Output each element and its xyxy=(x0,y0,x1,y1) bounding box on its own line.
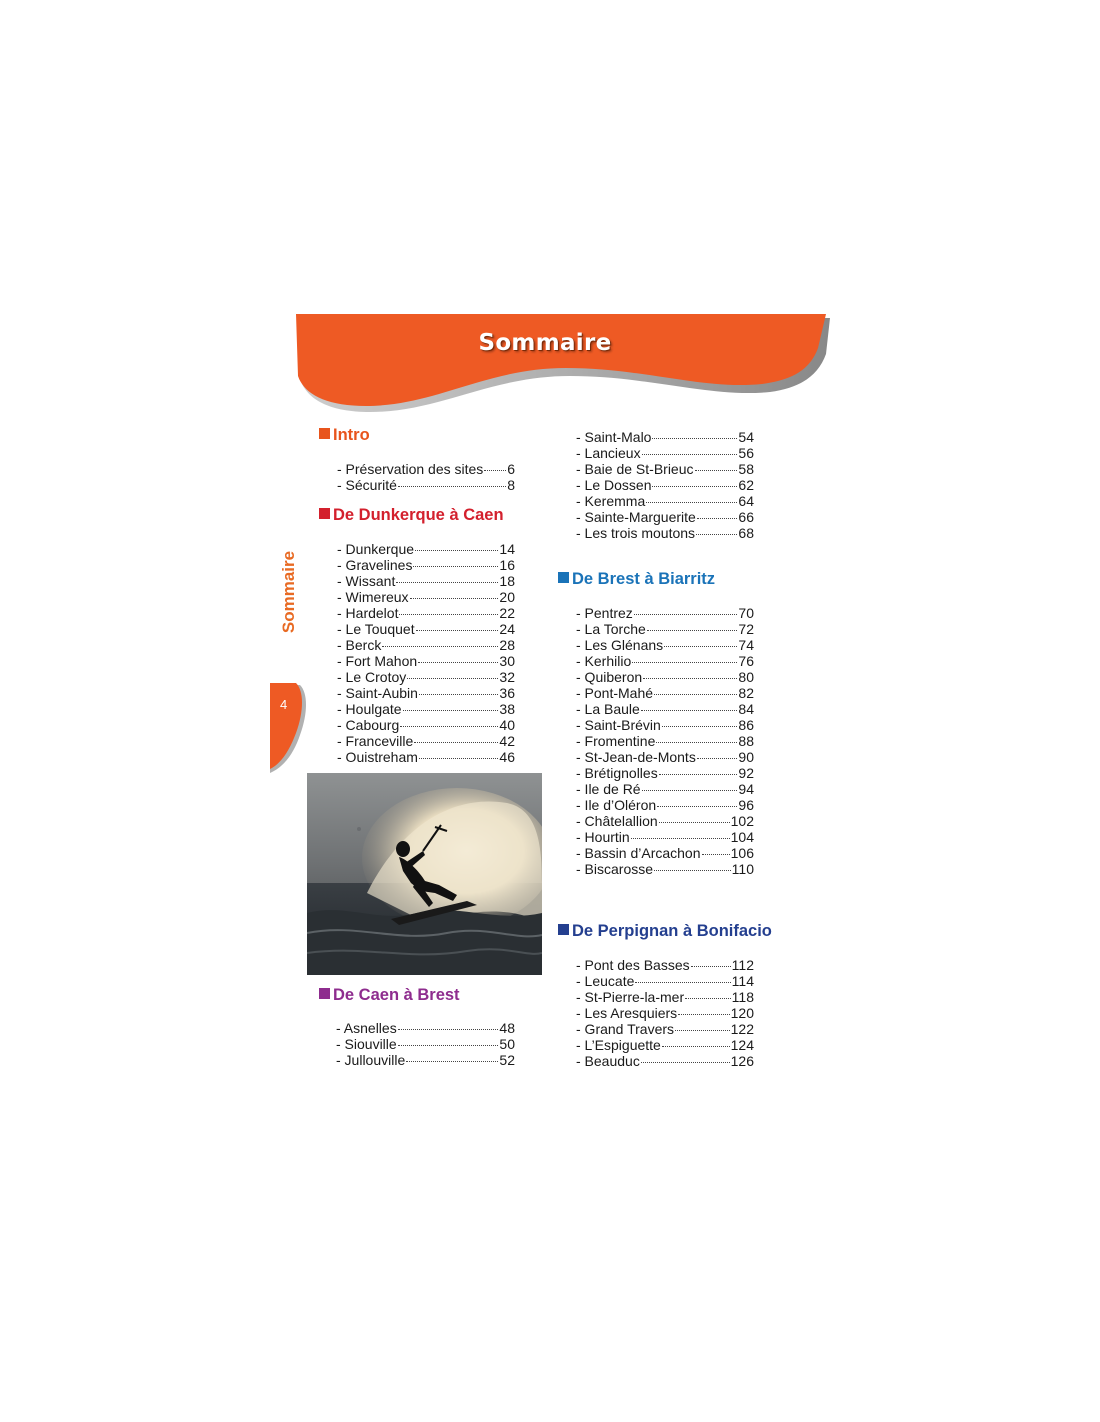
leader-dots xyxy=(697,758,738,759)
toc-entry-label: - Quiberon xyxy=(576,669,643,685)
toc-entry[interactable] xyxy=(337,685,515,701)
list-perpignan-bonifacio xyxy=(576,957,754,1069)
section-title-text: Intro xyxy=(333,426,370,444)
toc-entry-page: 70 xyxy=(738,605,754,621)
leader-dots xyxy=(396,582,498,583)
toc-entry-page: 94 xyxy=(738,781,754,797)
toc-entry-page: 88 xyxy=(738,733,754,749)
leader-dots xyxy=(657,806,737,807)
leader-dots xyxy=(635,982,730,983)
toc-entry-label: - Le Touquet xyxy=(337,621,415,637)
toc-entry-page: 114 xyxy=(731,973,754,989)
toc-entry-page: 64 xyxy=(738,493,754,509)
section-title-brest-biarritz xyxy=(558,570,715,589)
toc-entry-page: 68 xyxy=(738,525,754,541)
toc-entry-label: - Saint-Brévin xyxy=(576,717,661,733)
toc-entry-page: 54 xyxy=(738,429,754,445)
leader-dots xyxy=(631,838,730,839)
leader-dots xyxy=(675,1030,730,1031)
toc-entry-page: 86 xyxy=(738,717,754,733)
toc-entry[interactable] xyxy=(576,637,754,653)
toc-entry[interactable] xyxy=(337,477,515,493)
toc-entry-page: 110 xyxy=(731,861,754,877)
toc-entry[interactable] xyxy=(576,525,754,541)
toc-entry-page: 36 xyxy=(499,685,515,701)
toc-entry-label: - Pentrez xyxy=(576,605,633,621)
toc-entry[interactable] xyxy=(576,1021,754,1037)
leader-dots xyxy=(416,630,499,631)
leader-dots xyxy=(643,678,737,679)
leader-dots xyxy=(659,774,738,775)
toc-entry[interactable] xyxy=(576,989,754,1005)
toc-entry[interactable] xyxy=(337,589,515,605)
toc-entry[interactable] xyxy=(576,493,754,509)
leader-dots xyxy=(662,726,738,727)
section-title-intro xyxy=(319,426,370,445)
leader-dots xyxy=(642,454,738,455)
toc-entry[interactable] xyxy=(576,717,754,733)
toc-entry-label: - Grand Travers xyxy=(576,1021,675,1037)
toc-entry[interactable] xyxy=(576,701,754,717)
toc-entry-label: - Biscarosse xyxy=(576,861,654,877)
leader-dots xyxy=(696,534,737,535)
toc-entry-page: 50 xyxy=(499,1036,515,1052)
toc-entry-page: 106 xyxy=(730,845,754,861)
toc-entry[interactable] xyxy=(337,701,515,717)
toc-entry-page: 16 xyxy=(499,557,515,573)
toc-entry-page: 104 xyxy=(730,829,754,845)
page-number: 4 xyxy=(280,697,288,712)
leader-dots xyxy=(691,966,731,967)
toc-entry-page: 40 xyxy=(499,717,515,733)
toc-entry[interactable] xyxy=(576,1053,754,1069)
toc-entry[interactable] xyxy=(337,653,515,669)
toc-entry-label: - Kerhilio xyxy=(576,653,632,669)
toc-entry-page: 48 xyxy=(499,1020,515,1036)
toc-entry-page: 18 xyxy=(499,573,515,589)
sidebar-label: Sommaire xyxy=(279,550,298,634)
toc-entry[interactable] xyxy=(337,749,515,765)
toc-entry-label: - Châtelallion xyxy=(576,813,658,829)
toc-entry[interactable] xyxy=(337,557,515,573)
leader-dots xyxy=(382,646,498,647)
leader-dots xyxy=(656,742,737,743)
toc-entry-page: 122 xyxy=(730,1021,754,1037)
toc-entry-label: - Ile de Ré xyxy=(576,781,641,797)
section-title-text: De Perpignan à Bonifacio xyxy=(572,922,772,940)
toc-entry-page: 62 xyxy=(738,477,754,493)
toc-entry-label: - Siouville xyxy=(336,1036,397,1052)
toc-entry-label: - Fort Mahon xyxy=(337,653,418,669)
toc-entry[interactable] xyxy=(337,717,515,733)
toc-entry[interactable] xyxy=(337,733,515,749)
toc-entry[interactable] xyxy=(576,429,754,445)
leader-dots xyxy=(413,566,498,567)
toc-entry-label: - Le Crotoy xyxy=(337,669,407,685)
toc-entry[interactable] xyxy=(337,637,515,653)
toc-entry-page: 22 xyxy=(499,605,515,621)
leader-dots xyxy=(662,1046,730,1047)
toc-entry-label: - Gravelines xyxy=(337,557,413,573)
toc-entry-page: 80 xyxy=(738,669,754,685)
list-dunkerque-caen xyxy=(337,541,515,765)
toc-entry[interactable] xyxy=(576,813,754,829)
toc-entry-page: 82 xyxy=(738,685,754,701)
toc-entry-label: - Jullouville xyxy=(336,1052,406,1068)
toc-entry[interactable] xyxy=(576,957,754,973)
leader-dots xyxy=(407,678,498,679)
list-brest-biarritz xyxy=(576,605,754,877)
header-banner xyxy=(270,314,830,414)
section-bullet xyxy=(319,508,330,519)
toc-entry-label: - Dunkerque xyxy=(337,541,415,557)
toc-entry-label: - La Baule xyxy=(576,701,640,717)
toc-entry-label: - Lancieux xyxy=(576,445,641,461)
toc-entry[interactable] xyxy=(337,669,515,685)
toc-entry[interactable] xyxy=(576,861,754,877)
leader-dots xyxy=(685,998,731,999)
leader-dots xyxy=(695,470,738,471)
leader-dots xyxy=(419,758,499,759)
toc-entry-page: 76 xyxy=(738,653,754,669)
toc-entry[interactable] xyxy=(576,781,754,797)
section-bullet xyxy=(319,428,330,439)
toc-entry[interactable] xyxy=(576,829,754,845)
toc-entry-label: - Ile d’Oléron xyxy=(576,797,657,813)
toc-entry-label: - Asnelles xyxy=(336,1020,397,1036)
toc-entry[interactable] xyxy=(336,1036,515,1052)
toc-entry[interactable] xyxy=(337,605,515,621)
toc-entry[interactable] xyxy=(576,1005,754,1021)
toc-entry-label: - Pont des Basses xyxy=(576,957,690,973)
toc-entry-label: - Cabourg xyxy=(337,717,400,733)
toc-entry[interactable] xyxy=(337,621,515,637)
leader-dots xyxy=(641,1062,730,1063)
toc-entry[interactable] xyxy=(576,477,754,493)
leader-dots xyxy=(647,630,738,631)
toc-entry[interactable] xyxy=(336,1020,515,1036)
list-caen-brest xyxy=(336,1020,515,1068)
toc-entry[interactable] xyxy=(576,749,754,765)
toc-entry-label: - Leucate xyxy=(576,973,635,989)
toc-entry-label: - Sécurité xyxy=(337,477,397,493)
toc-entry-label: - Franceville xyxy=(337,733,414,749)
toc-entry-label: - Wimereux xyxy=(337,589,409,605)
leader-dots xyxy=(634,614,738,615)
section-title-text: De Dunkerque à Caen xyxy=(333,506,504,524)
leader-dots xyxy=(419,694,498,695)
toc-entry-label: - St-Jean-de-Monts xyxy=(576,749,696,765)
leader-dots xyxy=(697,518,738,519)
toc-entry-page: 66 xyxy=(738,509,754,525)
leader-dots xyxy=(398,486,506,487)
toc-entry[interactable] xyxy=(576,845,754,861)
section-title-text: De Brest à Biarritz xyxy=(572,570,716,588)
toc-entry[interactable] xyxy=(576,1037,754,1053)
leader-dots xyxy=(652,486,737,487)
leader-dots xyxy=(654,870,731,871)
toc-entry-page: 112 xyxy=(731,957,754,973)
toc-entry-page: 42 xyxy=(499,733,515,749)
toc-entry-page: 84 xyxy=(738,701,754,717)
section-title-text: De Caen à Brest xyxy=(333,986,460,1004)
toc-entry-page: 74 xyxy=(738,637,754,653)
leader-dots xyxy=(659,822,730,823)
leader-dots xyxy=(484,470,506,471)
page-tab xyxy=(270,683,308,773)
toc-entry-page: 52 xyxy=(499,1052,515,1068)
leader-dots xyxy=(664,646,737,647)
section-title-caen-brest xyxy=(319,986,460,1005)
toc-entry-label: - Fromentine xyxy=(576,733,656,749)
toc-entry-page: 90 xyxy=(738,749,754,765)
toc-entry-page: 56 xyxy=(738,445,754,461)
toc-entry-label: - Houlgate xyxy=(337,701,402,717)
toc-entry-label: - Keremma xyxy=(576,493,646,509)
toc-entry[interactable] xyxy=(576,621,754,637)
toc-entry-page: 32 xyxy=(499,669,515,685)
toc-entry-label: - Beauduc xyxy=(576,1053,640,1069)
toc-entry-label: - Wissant xyxy=(337,573,396,589)
kitesurf-photo xyxy=(307,773,542,975)
toc-entry-page: 46 xyxy=(499,749,515,765)
toc-entry-page: 96 xyxy=(738,797,754,813)
section-bullet xyxy=(319,988,330,999)
toc-entry-page: 72 xyxy=(738,621,754,637)
section-bullet xyxy=(558,924,569,935)
toc-entry-label: - Préservation des sites xyxy=(337,461,484,477)
toc-entry-label: - Hourtin xyxy=(576,829,630,845)
leader-dots xyxy=(641,710,738,711)
toc-entry-label: - Saint-Malo xyxy=(576,429,652,445)
toc-entry-page: 8 xyxy=(507,477,515,493)
section-title-perpignan-bonifacio xyxy=(558,922,772,941)
toc-entry[interactable] xyxy=(576,765,754,781)
toc-entry[interactable] xyxy=(576,445,754,461)
leader-dots xyxy=(646,502,737,503)
toc-entry-label: - Berck xyxy=(337,637,382,653)
leader-dots xyxy=(398,1029,499,1030)
list-intro xyxy=(337,461,515,493)
toc-entry-label: - Le Dossen xyxy=(576,477,652,493)
toc-entry[interactable] xyxy=(337,573,515,589)
toc-entry[interactable] xyxy=(576,653,754,669)
toc-entry-page: 102 xyxy=(730,813,754,829)
leader-dots xyxy=(406,1061,498,1062)
leader-dots xyxy=(398,1045,499,1046)
toc-entry-page: 124 xyxy=(730,1037,754,1053)
toc-entry[interactable] xyxy=(576,733,754,749)
toc-entry[interactable] xyxy=(576,509,754,525)
leader-dots xyxy=(414,742,498,743)
toc-entry-label: - La Torche xyxy=(576,621,646,637)
page-title: Sommaire xyxy=(478,330,612,356)
leader-dots xyxy=(678,1014,729,1015)
toc-entry[interactable] xyxy=(336,1052,515,1068)
toc-entry-label: - L’Espiguette xyxy=(576,1037,661,1053)
toc-entry-page: 20 xyxy=(499,589,515,605)
leader-dots xyxy=(415,550,498,551)
leader-dots xyxy=(654,694,737,695)
leader-dots xyxy=(399,614,498,615)
toc-entry-label: - Pont-Mahé xyxy=(576,685,654,701)
toc-entry-page: 92 xyxy=(738,765,754,781)
leader-dots xyxy=(702,854,730,855)
toc-entry[interactable] xyxy=(576,797,754,813)
toc-entry-page: 120 xyxy=(730,1005,754,1021)
toc-entry-label: - Saint-Aubin xyxy=(337,685,418,701)
leader-dots xyxy=(400,726,498,727)
toc-entry-page: 126 xyxy=(730,1053,754,1069)
toc-entry-page: 118 xyxy=(731,989,754,1005)
toc-entry-label: - Ouistreham xyxy=(337,749,418,765)
leader-dots xyxy=(418,662,498,663)
list-caen-brest-continued xyxy=(576,429,754,541)
toc-entry[interactable] xyxy=(576,973,754,989)
section-title-dunkerque-caen xyxy=(319,506,504,525)
toc-entry[interactable] xyxy=(337,541,515,557)
toc-entry[interactable] xyxy=(576,669,754,685)
toc-entry[interactable] xyxy=(576,605,754,621)
toc-entry-label: - Les Aresquiers xyxy=(576,1005,678,1021)
toc-entry-page: 28 xyxy=(499,637,515,653)
leader-dots xyxy=(632,662,737,663)
leader-dots xyxy=(403,710,499,711)
toc-entry-label: - Les trois moutons xyxy=(576,525,696,541)
toc-entry[interactable] xyxy=(576,685,754,701)
toc-entry-page: 38 xyxy=(499,701,515,717)
toc-entry-label: - Hardelot xyxy=(337,605,399,621)
toc-entry-page: 6 xyxy=(507,461,515,477)
toc-entry[interactable] xyxy=(576,461,754,477)
toc-entry-page: 30 xyxy=(499,653,515,669)
toc-entry-label: - St-Pierre-la-mer xyxy=(576,989,685,1005)
section-bullet xyxy=(558,572,569,583)
toc-entry-label: - Les Glénans xyxy=(576,637,664,653)
toc-entry-page: 24 xyxy=(499,621,515,637)
toc-entry-page: 14 xyxy=(499,541,515,557)
leader-dots xyxy=(652,438,737,439)
toc-entry-label: - Brétignolles xyxy=(576,765,658,781)
toc-entry-label: - Bassin d’Arcachon xyxy=(576,845,701,861)
toc-entry-label: - Baie de St-Brieuc xyxy=(576,461,694,477)
toc-entry[interactable] xyxy=(337,461,515,477)
leader-dots xyxy=(410,598,499,599)
toc-entry-label: - Sainte-Marguerite xyxy=(576,509,696,525)
toc-entry-page: 58 xyxy=(738,461,754,477)
leader-dots xyxy=(642,790,738,791)
